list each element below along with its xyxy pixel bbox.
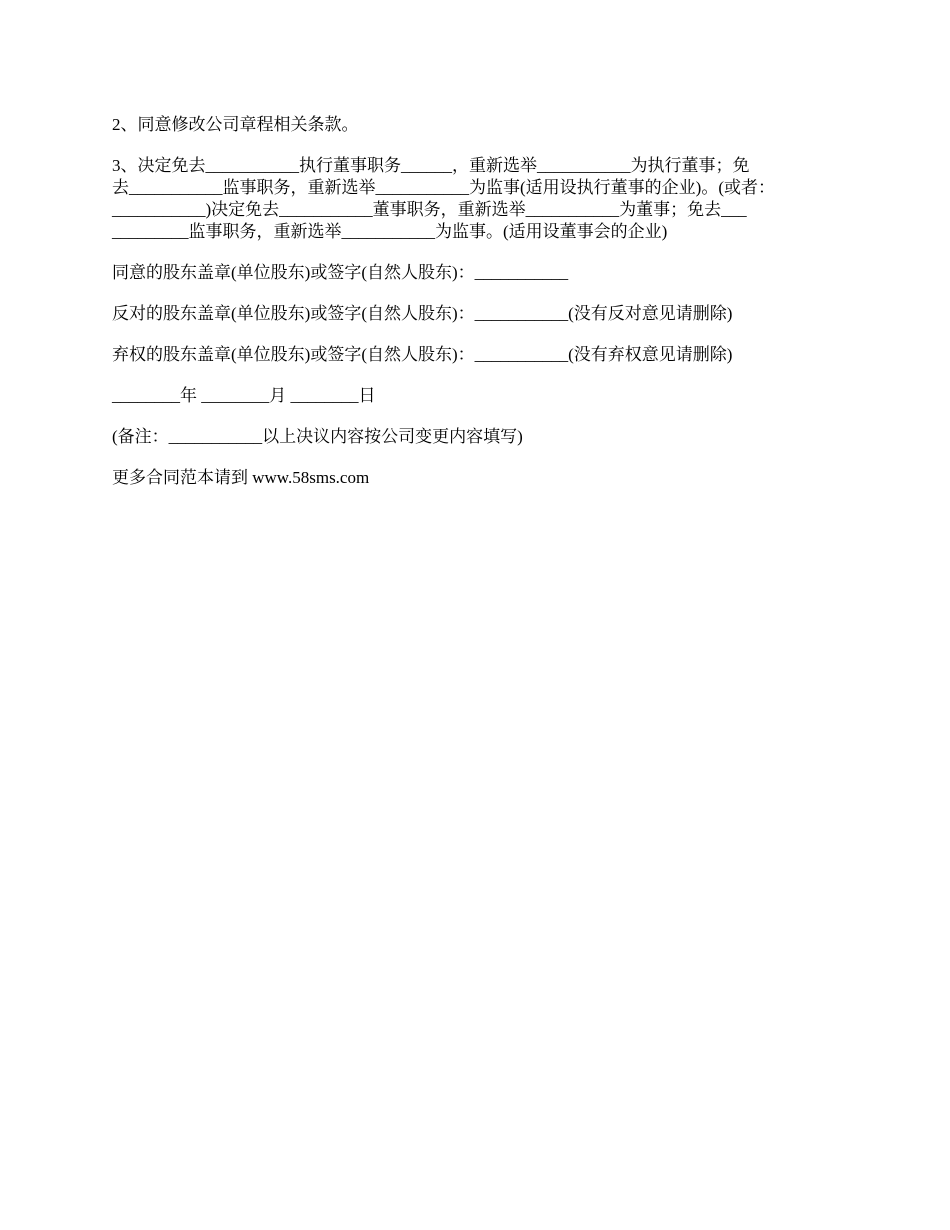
- oppose-signature-line: 反对的股东盖章(单位股东)或签字(自然人股东)：___________(没有反对意见请删除): [112, 304, 733, 323]
- footer-link-line: 更多合同范本请到 www.58sms.com: [112, 468, 370, 487]
- item-2-paragraph: 2、同意修改公司章程相关条款。: [112, 115, 359, 134]
- agree-signature-line: 同意的股东盖章(单位股东)或签字(自然人股东)：___________: [112, 263, 569, 282]
- note-line: (备注：___________以上决议内容按公司变更内容填写): [112, 427, 523, 446]
- item-3-paragraph: [112, 155, 842, 243]
- date-line: ________年 ________月 ________日: [112, 386, 376, 405]
- document-body: [112, 114, 842, 508]
- item-3-line: 去___________监事职务，重新选举___________为监事(适用设执行董事的企业)。(或者：: [112, 178, 775, 197]
- abstain-signature-line: 弃权的股东盖章(单位股东)或签字(自然人股东)：___________(没有弃权意见请删除): [112, 345, 733, 364]
- item-3-line: ___________)决定免去___________董事职务，重新选举___________为董事；免去___: [112, 200, 747, 219]
- item-3-line: 3、决定免去___________执行董事职务______，重新选举___________为执行董事；免: [112, 156, 750, 175]
- item-3-line: _________监事职务，重新选举___________为监事。(适用设董事会的企业): [112, 222, 668, 241]
